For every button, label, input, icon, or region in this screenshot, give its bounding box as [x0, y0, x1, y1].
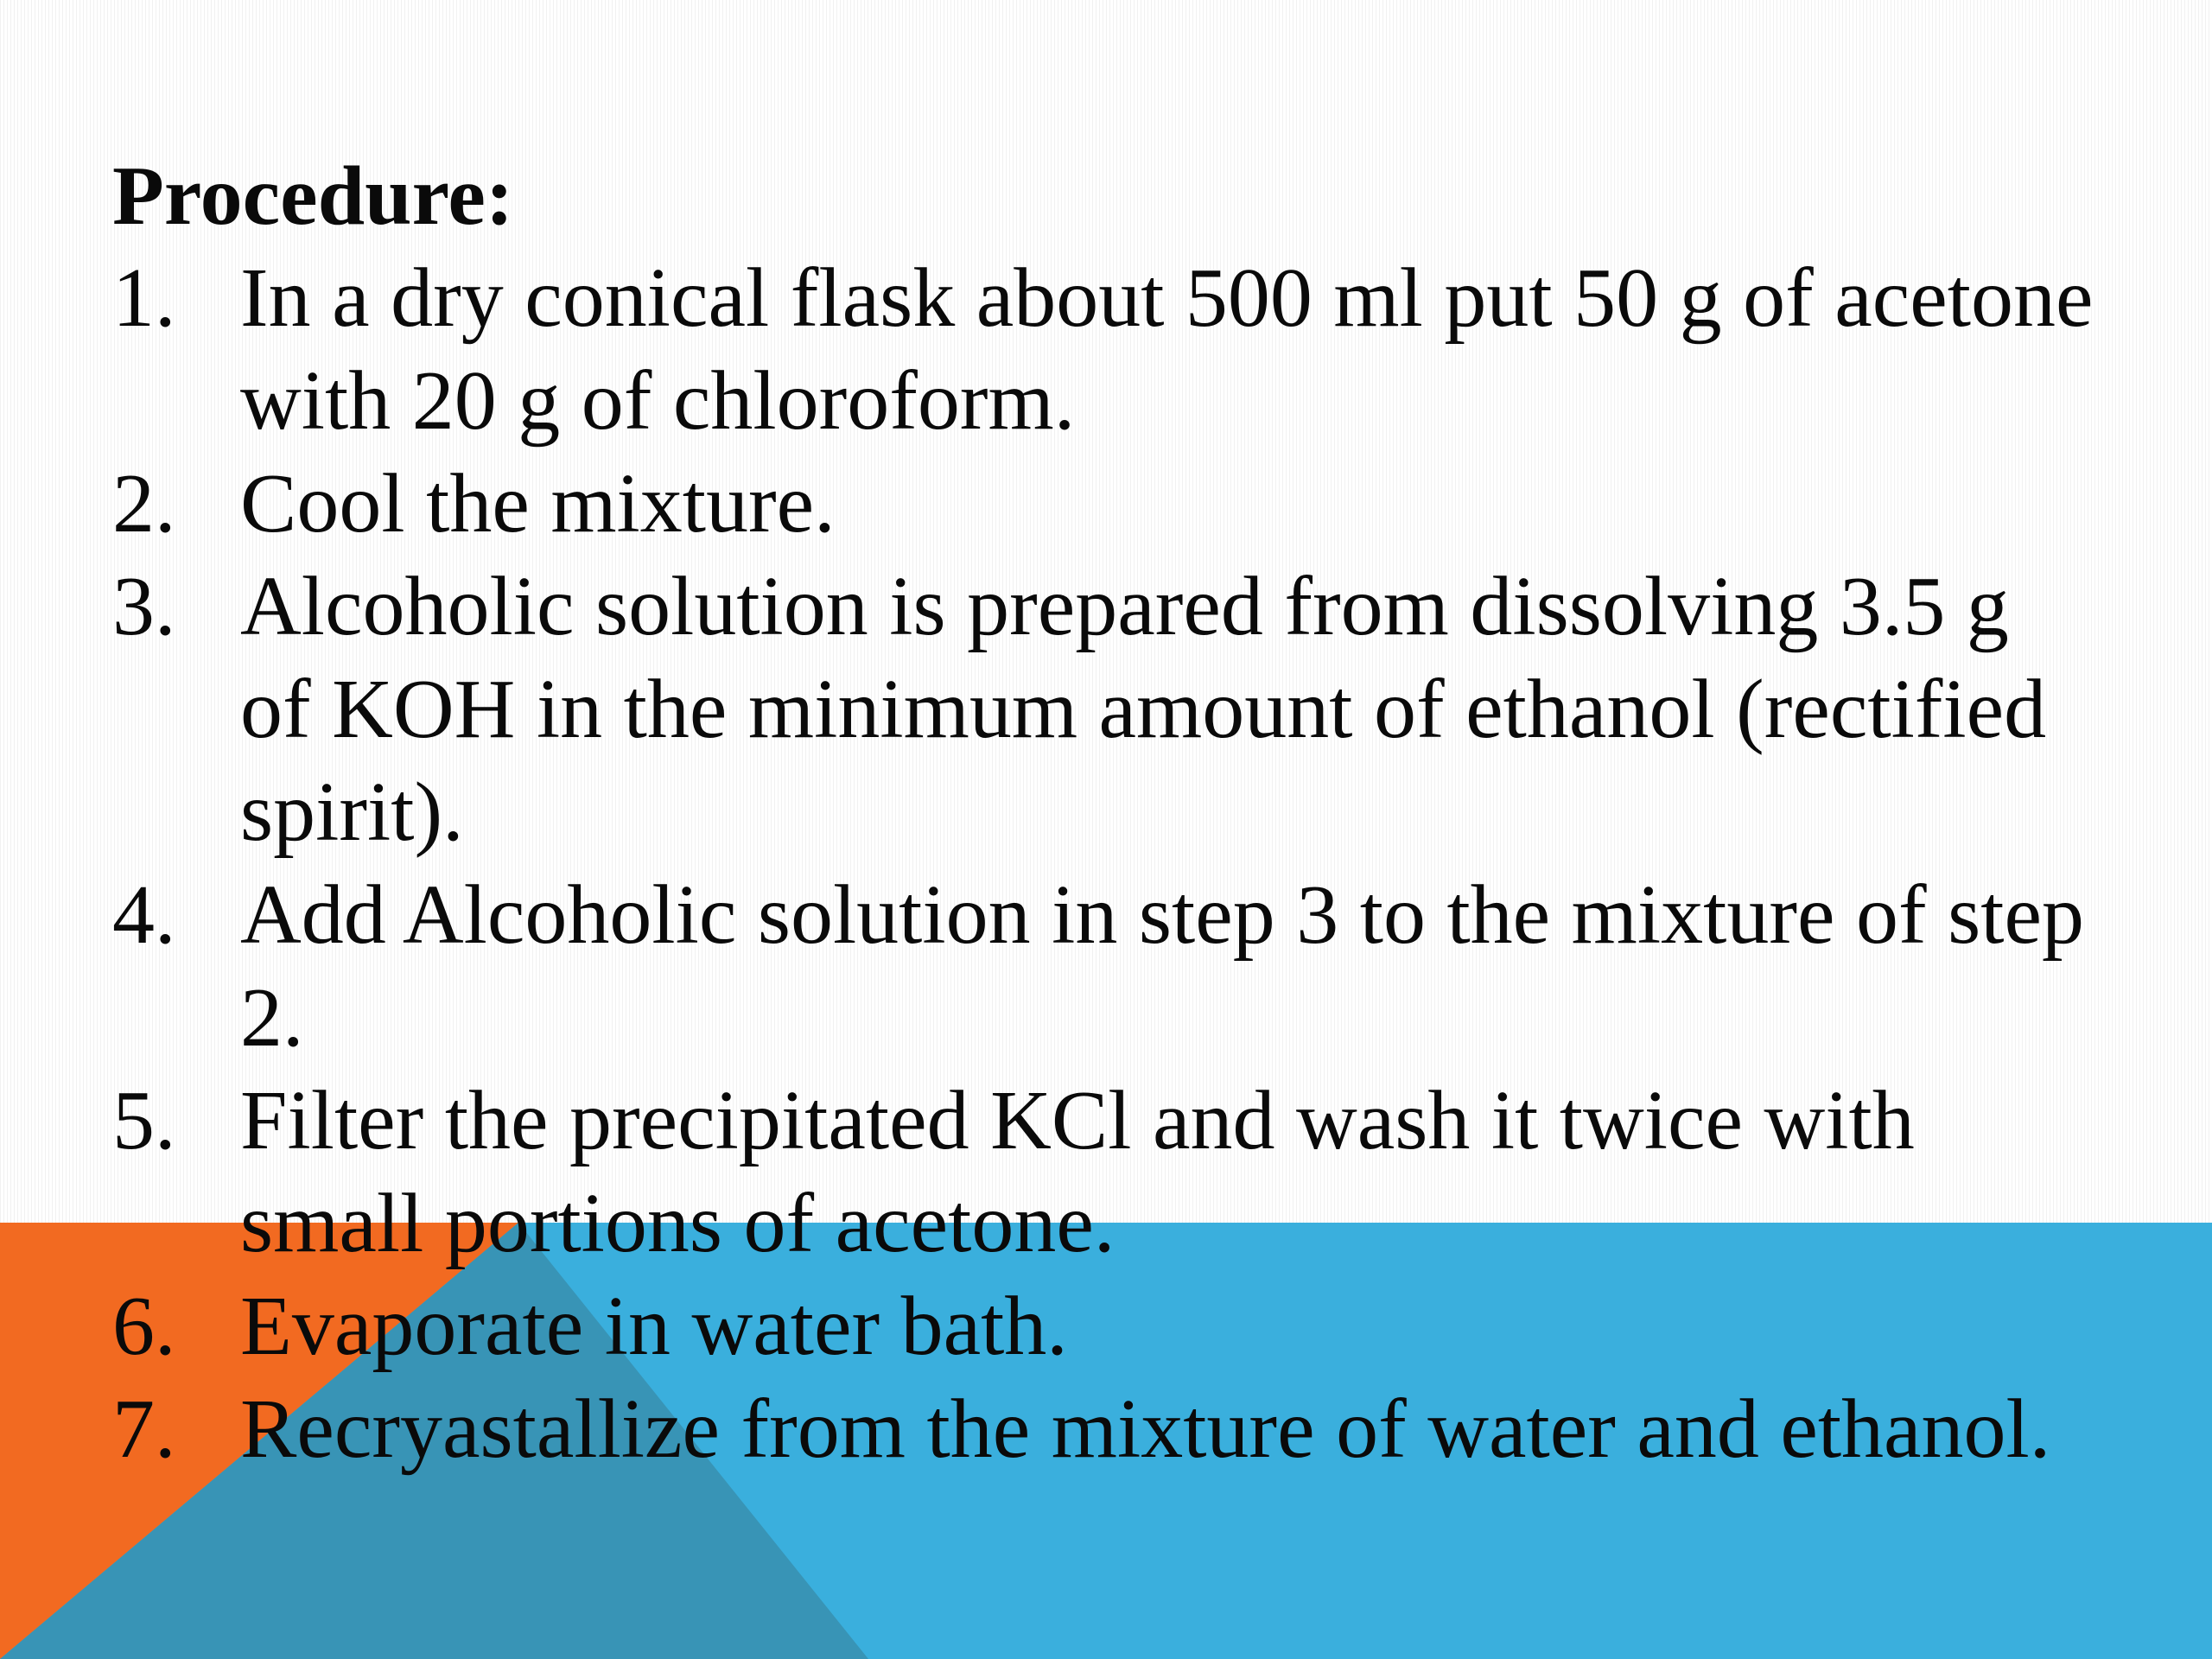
step-text: Alcoholic solution is prepared from dissolving 3.5 g of KOH in the minimum amount of ethanol (rectified spirit).	[240, 560, 2047, 859]
step-item	[112, 556, 2100, 864]
step-number: 7.	[112, 1382, 176, 1476]
step-item	[112, 453, 2100, 556]
step-item	[112, 1275, 2100, 1378]
step-number: 1.	[112, 251, 176, 345]
step-item	[112, 1070, 2100, 1275]
step-item	[112, 247, 2100, 453]
step-number: 5.	[112, 1074, 176, 1167]
step-text: Recryastallize from the mixture of water and ethanol.	[240, 1382, 2051, 1476]
step-text: Add Alcoholic solution in step 3 to the mixture of step 2.	[240, 868, 2084, 1065]
step-text: In a dry conical flask about 500 ml put 50 g of acetone with 20 g of chloroform.	[240, 251, 2094, 448]
step-text: Filter the precipitated KCl and wash it twice with small portions of acetone.	[240, 1074, 1915, 1270]
step-number: 4.	[112, 868, 176, 962]
step-number: 3.	[112, 560, 176, 653]
procedure-steps	[112, 247, 2100, 1481]
step-number: 2.	[112, 457, 176, 550]
step-item	[112, 1378, 2100, 1481]
step-item	[112, 864, 2100, 1070]
procedure-content	[112, 145, 2100, 1481]
procedure-heading: Procedure:	[112, 149, 514, 243]
step-number: 6.	[112, 1280, 176, 1373]
step-text: Cool the mixture.	[240, 457, 836, 550]
step-text: Evaporate in water bath.	[240, 1280, 1068, 1373]
